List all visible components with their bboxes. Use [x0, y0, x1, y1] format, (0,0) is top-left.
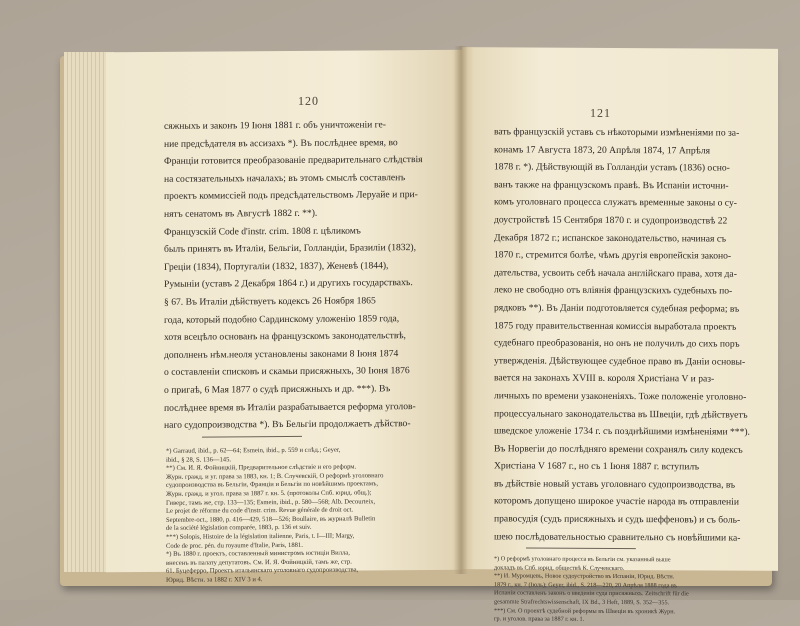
text-line: правосудія (судъ присяжныхъ и судъ шеффеновъ) и съ боль-	[494, 513, 741, 526]
text-line: дополненъ нѣм.неоля установлены законами 8 Іюня 1874	[164, 347, 399, 361]
footnote-line: *) О реформѣ уголовнаго процесса въ Бельгіи см. указанный выше	[494, 555, 671, 564]
page-number-right: 121	[590, 105, 611, 120]
text-line: Франціи готовится преобразованіе предварительнаго слѣдствія	[164, 154, 423, 168]
footnote-line: de la société législation comparée, 1883, p. 136 et suiv.	[166, 524, 312, 533]
footnote-line: докладъ въ Спб. юрид. обществѣ К. Случевскаго.	[494, 563, 625, 572]
text-line: на состязательныхъ началахъ; въ этомъ смыслѣ составленъ	[164, 171, 406, 185]
left-body-text	[164, 116, 423, 434]
text-line: года, который подобно Сардинскому уложенію 1859 года,	[164, 312, 400, 326]
text-line: нятъ сенатомъ въ Августѣ 1882 г. **).	[164, 207, 318, 220]
footnote-line: судопроизводства въ Бельгіи, Франціи и Бельгіи по новѣйшимъ проектамъ,	[166, 480, 379, 490]
footnote-line: Юрид. Вѣстн. за 1882 г. XIV 3 и 4.	[166, 576, 263, 584]
text-line: Греціи (1834), Португаліи (1832, 1837), Женевѣ (1844),	[164, 260, 389, 273]
text-line: конамъ 17 Августа 1873, 20 Апрѣля 1874, 17 Апрѣля	[494, 143, 711, 157]
footnote-line: *) Въ 1880 г. проектъ, составленный министромъ юстиціи Вилла,	[166, 549, 350, 558]
footnote-line: gesammte Strafrechtswissenschaft, IX Bd., 3 Heft, 1889, S. 352—355.	[494, 598, 670, 607]
footnote-line: гр. и уголов. права за 1887 г. кн. 1.	[494, 615, 585, 623]
footnote-line: ibid., § 28, S. 136—145.	[166, 455, 232, 464]
footnote-line: Code de proc. pén. du royaume d'Italie, Paris, 1881.	[166, 541, 303, 550]
footnote-line: 1879 г., кн. 7 (Іюль); Geyer, ibid., S. 218—220, 20 Апрѣля 1888 года въ	[494, 581, 677, 590]
text-line: ванъ также на французскомъ правѣ. Въ Испаніи источни-	[494, 179, 729, 192]
text-line: рядковъ **). Въ Даніи подготовляется судебная реформа; въ	[494, 302, 740, 315]
text-line: 1875 году правительственная комиссія выработала проектъ	[494, 319, 737, 333]
open-book	[60, 46, 778, 623]
text-line: послѣднее время въ Италіи разрабатывается реформа уголов-	[164, 400, 416, 414]
text-line: былъ принятъ въ Италіи, Бельгіи, Голландіи, Бразиліи (1832),	[164, 242, 416, 255]
text-line: Въ Норвегіи до послѣдняго времени сохранялъ силу кодексъ	[494, 443, 743, 456]
footnote-line: *) Garraud, ibid., p. 62—64; Esmein, ibid., p. 559 и слѣд.; Geyer,	[166, 446, 341, 455]
left-footnotes	[166, 446, 383, 585]
text-line: Французскій Code d'instr. crim. 1808 г. цѣликомъ	[164, 225, 361, 238]
text-line: проектъ коммиссіей подъ предсѣдательствомъ Леруайе и при-	[164, 189, 418, 203]
text-line: сяжныхъ и законъ 19 Іюня 1881 г. объ уничтоженіи ге-	[164, 119, 386, 132]
footnote-line: Журн. гражд. и угол. права за 1887 г. кн. 5. (протоколы Спб. юрид. общ.);	[166, 489, 372, 498]
text-line: § 67. Въ Италіи дѣйствуетъ кодексъ 26 Ноября 1865	[164, 295, 376, 308]
text-line: процессуальнаго законодательства въ Швеціи, гдѣ дѣйствуетъ	[494, 407, 748, 421]
text-line: 1878 г. *). Дѣйствующій въ Голландіи уставъ (1836) осно-	[494, 161, 730, 174]
text-line: наго судопроизводства *). Въ Бельгіи продолжаетъ дѣйство-	[164, 418, 411, 431]
footnote-line: ***) Solopis, Histoire de la législation italienne, Paris, t. I—III; Margy,	[166, 532, 355, 541]
text-line: шею послѣдовательностью сравнительно съ новѣйшими ка-	[494, 530, 741, 544]
footnote-line: **) См. И. Я. Фойницкій, Предварительное слѣдствіе и его реформ.	[166, 463, 357, 473]
right-body-text	[494, 123, 750, 547]
text-line: вать французскій уставъ съ нѣкоторыми измѣненіями по за-	[494, 126, 740, 139]
footnote-line: Le projet de réforme du code d'instr. crim. Revue générale de droit oct.	[166, 506, 354, 515]
footnote-line: **) И. Муромцевъ, Новое судоустройство въ Испаніи, Юрид. Вѣстн.	[494, 572, 675, 581]
footnote-line: ***) См. О проектѣ судебной реформы въ Швеціи въ хроникѣ Журн.	[494, 606, 676, 615]
text-line: 1870 г., стремится болѣе, чѣмъ другія европейскія законо-	[494, 249, 732, 262]
footnote-line: Septembre-oct., 1880, p. 416—429, 518—526; Boullaire, въ журналѣ Bulletin	[166, 515, 376, 524]
text-line: Христіана V 1687 г., но съ 1 Іюня 1887 г. вступилъ	[494, 460, 700, 473]
text-line: утвержденія. Дѣйствующее судебное право въ Даніи основы-	[494, 355, 746, 368]
text-line: дательства, усвоить себѣ начала англійскаго права, хотя да-	[494, 267, 737, 280]
text-line: которомъ допущено широкое участіе народа въ отправленіи	[494, 495, 739, 509]
text-line: о составленіи списковъ и скамьи присяжныхъ, 30 Іюня 1876	[164, 365, 410, 379]
text-line: Румыніи (уставъ 2 Декабря 1864 г.) и другихъ государствахъ.	[164, 277, 413, 291]
footnote-rule-left	[202, 436, 302, 438]
footnote-line: 61. Буцеферро, Проектъ итальянскаго уголовнаго судопроизводства,	[166, 566, 359, 576]
right-footnotes	[494, 555, 689, 625]
text-line: личныхъ по времени узаконеніяхъ. Тоже положеніе уголовно-	[494, 390, 747, 403]
text-line: леко не свободно отъ вліянія французскихъ судебныхъ по-	[494, 284, 733, 297]
text-line: судебнаго преобразованія, но онъ не получилъ до сихъ поръ	[494, 337, 740, 350]
text-line: шведское уложеніе 1734 г. съ позднѣйшими измѣненіями ***).	[494, 425, 750, 438]
text-line: комъ уголовнаго процесса служатъ временные законы о су-	[494, 196, 737, 209]
text-line: доустройствѣ 15 Сентября 1870 г. и судопроизводствѣ 22	[494, 214, 728, 227]
text-line: о пригаѣ, 6 Мая 1877 о судѣ присяжныхъ и др. ***). Въ	[164, 383, 391, 396]
text-line: вается на законахъ XVIII в. короля Христіана V и раз-	[494, 372, 715, 385]
page-number-left: 120	[298, 93, 319, 108]
footnote-line: Гиверс, тамъ же, стр. 133—135; Esmein, ibid., p. 580—568; Alb. Decourteix,	[166, 497, 376, 507]
text-line: въ дѣйствіе новый уставъ уголовнаго судопроизводства, въ	[494, 478, 736, 491]
footnote-line: Журн. гражд. и уг. права за 1883, кн. 1; В. Случевскій, О реформѣ уголовнаго	[166, 472, 384, 481]
footnote-line: Испаніи составленъ законъ о введеніи суда присяжныхъ. Zeitschrift für die	[494, 589, 689, 598]
right-page	[462, 47, 778, 623]
footnote-rule-right	[526, 548, 636, 550]
book-gutter	[454, 46, 468, 574]
text-line: ние предсѣдателя въ ассизахъ *). Въ послѣднее время, во	[164, 136, 398, 150]
left-page	[106, 50, 462, 584]
text-line: хотя всецѣло основанъ на французскомъ законодательствѣ,	[164, 330, 406, 343]
footnote-line: внесенъ въ палату депутатовъ. См. И. Я. Фойницкій, тамъ же, стр.	[166, 558, 352, 567]
text-line: Декабря 1872 г.; испанское законодательство, начиная съ	[494, 231, 727, 245]
